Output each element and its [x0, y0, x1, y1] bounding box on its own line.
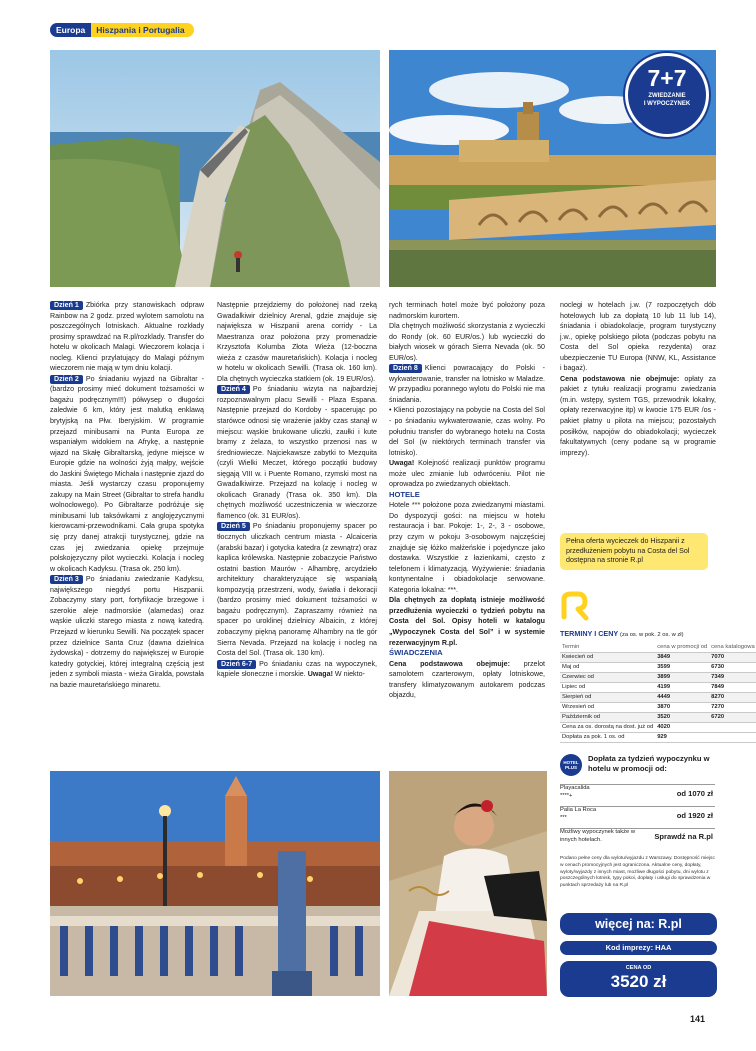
photo-gibraltar-rock [50, 50, 380, 287]
table-header: Termin cena w promocji od cena katalogowa [560, 643, 756, 653]
breadcrumb-country[interactable]: Hiszpania i Portugalia [91, 23, 193, 37]
pricing-footnote: Podano pełne ceny dla wylotu/wyjazdu z Warszawy. Dostępność miejsc w cenach promocyjnych jest ograniczona. Aktualne ceny, dopłaty, wyloty/wyjazdy z innych miast, możliwe długości pobytu, dni wylotu z poszczególnych lotnisk, typy pokoi, dopłaty i usługi do sprawdzenia w punktach sprzedaży lub na R.pl [560, 856, 715, 889]
table-row: Maj od 3599 6730 [560, 663, 756, 673]
services-heading: ŚWIADCZENIA [389, 648, 443, 658]
day-tag: Dzień 3 [50, 575, 83, 584]
page-number: 141 [690, 1014, 706, 1024]
hotel-plus-logo: HOTEL PLUS [560, 754, 582, 776]
day-tag: Dzień 8 [389, 364, 422, 373]
stay-extension-info: • Klienci pozostający na pobycie na Costa del Sol - po śniadaniu wykwaterowanie, czas wolny. Po południu transfer do wybranego hotelu na Costa del Sol (w niektórych terminach transfer via lotnisko). [389, 406, 545, 457]
day-5: Dzień 5 Po śniadaniu proponujemy spacer po tłocznych uliczkach centrum miasta - Alcaiceria (arabski bazar) i gotycka katedra (z zewnątrz) oraz kaplica królewska. Następnie zobaczycie Państwo ostatni bastion Maurów - Alhambrę, arcydzieło architektury charakteryzujące się wspaniałą kompozycją przestrzeni, wody, światła i dekoracji (bardzo prosimy mieć dokument tożsamości w bagażu podręcznym). Zapraszamy również na spacer po uroklinej dzielnicy Albaicin, z której zobaczymy piękną panoramę Alhambry na tle gór Sierra Nevada. Przejazd na kolację i nocleg na Costa del Sol. (Trasa ok. 130 km). [217, 522, 377, 658]
breadcrumb [50, 23, 194, 37]
supplement-row: Playacalida ****+ od 1070 zł [560, 784, 715, 807]
supplement-row: Palia La Roca *** od 1920 zł [560, 806, 715, 829]
day-6-7-continued: rych terminach hotel może być położony poza nadmorskim kurortem. [389, 301, 545, 320]
hotels-description: Hotele *** położone poza zwiedzanymi miastami. Do dyspozycji gości: na miejscu w hotelu restauracja i bar. Pokoje: 1-, 2-, 3 - osobowe, przy czym w pokoju 3-osobowym najczęściej znajduje się łóżko małżeńskie i pojedyncze jako dostawka. Wszystkie z łazienkami, często z telefonem i klimatyzacją. Wyżywienie: śniadania kontynentalne i obiadokolacje serwowane. Kategoria lokalna: ***. [389, 501, 545, 594]
table-row: Kwiecień od 3849 7070 [560, 653, 756, 663]
supplement-row: Możliwy wypoczynek także w innych hotelach. Sprawdź na R.pl [560, 828, 715, 851]
itinerary-column-2 [217, 300, 377, 680]
day-6-7: Dzień 6-7 Po śniadaniu czas na wypoczynek, kąpiele słoneczne i morskie. Uwaga! W niekto- [217, 659, 377, 679]
more-info-button[interactable]: więcej na: R.pl [560, 913, 717, 935]
program-note: Uwaga! Kolejność realizacji punktów programu może ulec zmianie lub odwróceniu. Pilot nie oprowadza po zwiedzanych obiektach. [389, 459, 545, 489]
table-row: Wrzesień od 3870 7270 [560, 703, 756, 713]
prices-title: TERMINY I CENY (za os. w pok. 2 os. w zł) [560, 629, 684, 638]
day-4: Dzień 4 Po śniadaniu wizyta na najbardziej rozpoznawalnym placu Sewilli - Plaza Espana. Następnie przejazd do Kordoby - spacerując po starówce odnosi się wrażenie jakby czas stanął w miejscu: wąskie brukowane uliczki, zaułki i kute bramy z żelaza, to wszystko przenosi nas w średniowiecze. Najciekawsze zabytki to Mezquita (czyli Wielki Meczet, którego początki budowy sięgają VIII w. i Puente Romano, rzymski most na Gwadalkiwirze. Przejazd na kolację i nocleg w okolicach Granady (Trasa ok. 350 km). Dla chętnych możliwość uczestniczenia w wieczorze flamenco (ok. 31 EUR/os). [217, 385, 377, 520]
table-row: Dopłata za pok. 1 os. od 929 [560, 733, 756, 743]
day-tag: Dzień 1 [50, 301, 83, 310]
table-row: Cena za os. dorostą na dost. już od 4020 [560, 723, 756, 733]
day-tag: Dzień 4 [217, 385, 250, 394]
day-tag: Dzień 5 [217, 522, 250, 531]
day-tag: Dzień 6-7 [217, 660, 256, 669]
itinerary-column-3 [389, 300, 545, 701]
hotels-heading: HOTELE [389, 489, 420, 499]
optional-excursions: Dla chętnych możliwość skorzystania z wycieczki do Rondy (ok. 60 EUR/os.) lub wycieczki do białych wiosek w górach Sierra Nevada (ok. 50 EUR/os). [389, 322, 545, 362]
breadcrumb-region[interactable]: Europa [50, 23, 91, 37]
day-8: Dzień 8 Klienci powracający do Polski - wykwaterowanie, transfer na lotnisko w Maladze. W przypadku porannego wylotu do Polski nie ma śniadania. [389, 364, 545, 404]
promo-box[interactable]: Pełna oferta wycieczek do Hiszpanii z przedłużeniem pobytu na Costa del Sol dostępna na stronie R.pl [560, 533, 708, 570]
table-row: Październik od 3520 6720 [560, 713, 756, 723]
day-tag: Dzień 2 [50, 375, 83, 384]
hotels-extension: Dla chętnych za dopłatą istnieje możliwość przedłużenia wycieczki o tydzień pobytu na Costa del Sol. Opisy hoteli w katalogu „Wypoczynek Costa del Sol” i w systemie rezerwacyjnym R.pl. [389, 596, 545, 647]
day-3-continued: Następnie przejdziemy do położonej nad rzeką Gwadalkiwir dzielnicy Arenal, gdzie znajduje się największa w Hiszpanii arena corridy - La Maestranza oraz położona przy promenadzie Krzysztofa Kolumba Złota Wieża (12-boczna wieża z czasów mauretańskich). Kolacja i nocleg w hotelu w okolicach Sewilli. (Trasa ok. 160 km). Dla chętnych wycieczka statkiem (ok. 19 EUR/os). [217, 301, 377, 383]
tour-type-badge: 7+7 ZWIEDZANIE I WYPOCZYNEK [625, 53, 709, 137]
itinerary-column-1 [50, 300, 204, 690]
table-row: Lipiec od 4199 7849 [560, 683, 756, 693]
photo-plaza-espana [50, 771, 380, 996]
supplement-title: Dopłata za tydzień wypoczynku w hotelu w promocji od: [588, 754, 710, 773]
photo-flamenco-dancer [389, 771, 547, 996]
services-column [560, 300, 716, 458]
services-included-continued: noclegi w hotelach j.w. (7 rozpoczętych dób hotelowych lub za dopłatą 10 lub 11 lub 14), śniadania i obiadokolacje, program turystyczny j.w., opiekę polskiego pilota (podczas pobytu na Costa del Sol opieka rezydenta) oraz ubezpieczenie TU Europa (NNW, KL, Assistance i bagaż). [560, 301, 716, 373]
table-row: Czerwiec od 3899 7349 [560, 673, 756, 683]
table-row: Sierpień od 4449 8270 [560, 693, 756, 703]
day-2: Dzień 2 Po śniadaniu wyjazd na Gibraltar - (bardzo prosimy mieć dokument tożsamości w bagażu podręcznym!!!) półwysep o długości zaledwie 6 km, który jest malutką enklawą brytyjską na Płw. Iberyjskim. W programie przejazd minibusami na Punta Europa ze wspaniałym widokiem na Afrykę, a następnie wjazd na Skałę Gibraltarską, jedyne miejsce w Europie gdzie na wolności żyją małpy, wejście do Jaskini Świętego Michała i następnie zjazd do miasta. Jeśli wystarczy czasu proponujemy zakupy na Main Street (Gibraltar to strefa handlu wolnocłowego). Po Gibraltarze podróżuje się minibusami lub taksówkami z anglojęzycznymi kierowcami-przewodnikami. Cała grupa spotyka się przy danej atrakcji turystycznej, gdzie na czas jej zwiedzania opiekę przejmuje polskojęzyczny pilot wycieczki. Kolacja i nocleg w okolicach Kadyksu. (Trasa ok. 250 km). [50, 374, 204, 573]
services-excluded: Cena podstawowa nie obejmuje: opłaty za pakiet z tytułu realizacji programu zwiedzania (m.in. wstępy, system TGS, przewodnik lokalny, opłaty rezerwacyjne itp) w kwocie 175 EUR /os - pakiet płatny u pilota na miejscu; pozostałych posiłków, napojów do obiadokolacji; wycieczek fakultatywnych (ceny podane są w programie imprezy). [560, 374, 716, 457]
day-1: Dzień 1 Zbiórka przy stanowiskach odpraw Rainbow na 2 godz. przed wylotem samolotu na poszczególnych lotniskach. Aktualne rozkłady prosimy sprawdzać na R.pl/rozklady. Transfer do hotelu w okolicach Malagi. Wieczorem kolacja i nocleg. Klienci przylatujący do Malagi późnym wieczorem nie mają w tym dniu kolacji. [50, 301, 204, 373]
price-table [560, 643, 756, 743]
services-included: Cena podstawowa obejmuje: przelot samolotem czarterowym, opłaty lotniskowe, transfery klimatyzowanym autokarem podczas objazdu, [389, 659, 545, 700]
tour-code-label: Kod imprezy: HAA [560, 941, 717, 955]
rainbow-r-icon [559, 591, 589, 621]
price-from-box[interactable]: CENA OD 3520 zł [560, 961, 717, 997]
day-3: Dzień 3 Po śniadaniu zwiedzanie Kadyksu, największego niegdyś portu Hiszpanii. Zobaczymy stary port, fortyfikacje brzegowe i szerokie aleje nadmorskie (alamedas) oraz wąskie uliczki starego miasta z nową katedrą. Przejazd w kierunku Sewilli. Na początek spacer przez dzielnice Santa Cruz (dawna dzielnica żydowska) - dotrzemy do największej w Europie katedry gotyckiej, której integralną częścią jest jeden z symboli miasta - wieża Giralda, powstała na bazie mauretańskiego minaretu. [50, 575, 204, 689]
